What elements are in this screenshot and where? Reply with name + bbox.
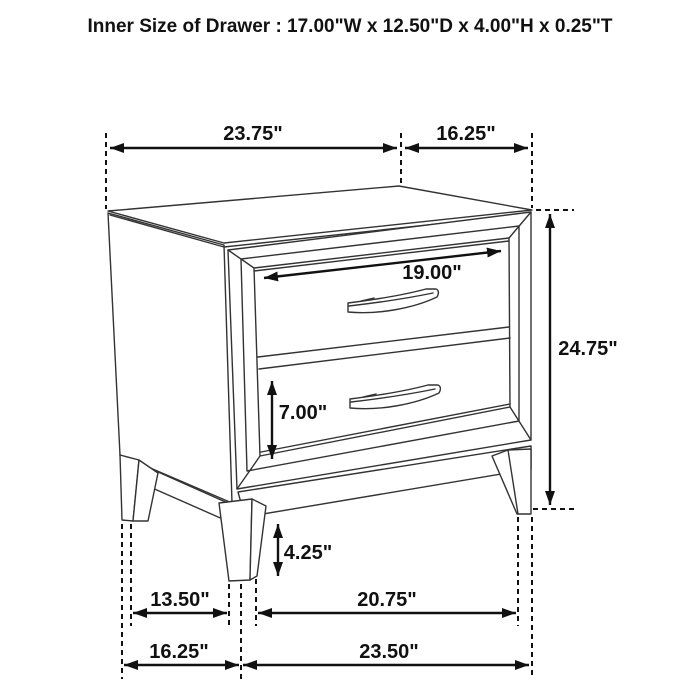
dim-leg-height [278, 524, 332, 576]
front-left-leg [219, 499, 266, 581]
dim-label-overall-width: 23.50" [359, 641, 419, 663]
dim-overall-depth [124, 641, 239, 665]
dim-label-top-width: 23.75" [223, 123, 283, 145]
dim-label-leg-spacing-depth: 13.50" [150, 589, 210, 611]
dim-leg-spacing-width [258, 589, 516, 613]
dim-label-drawer-width: 19.00" [402, 262, 462, 284]
dim-label-lower-drawer-height: 7.00" [278, 402, 328, 424]
dim-label-top-depth: 16.25" [436, 123, 496, 145]
front-left-leg-front-face [219, 499, 252, 581]
front-right-leg-outline [492, 449, 531, 514]
nightstand-drawing [108, 186, 532, 581]
dim-label-overall-height: 24.75" [558, 338, 618, 360]
dim-overall-height [533, 210, 618, 509]
dim-leg-spacing-depth [133, 589, 227, 613]
dim-label-overall-depth: 16.25" [149, 641, 209, 663]
dim-label-leg-height: 4.25" [283, 542, 333, 564]
dim-label-leg-spacing-width: 20.75" [357, 589, 417, 611]
dim-overall-width [243, 641, 529, 665]
page-title: Inner Size of Drawer : 17.00"W x 12.50"D x 4.00"H x 0.25"T [87, 16, 613, 37]
front-left-leg-side-face [250, 499, 266, 580]
front-right-leg [492, 449, 531, 514]
